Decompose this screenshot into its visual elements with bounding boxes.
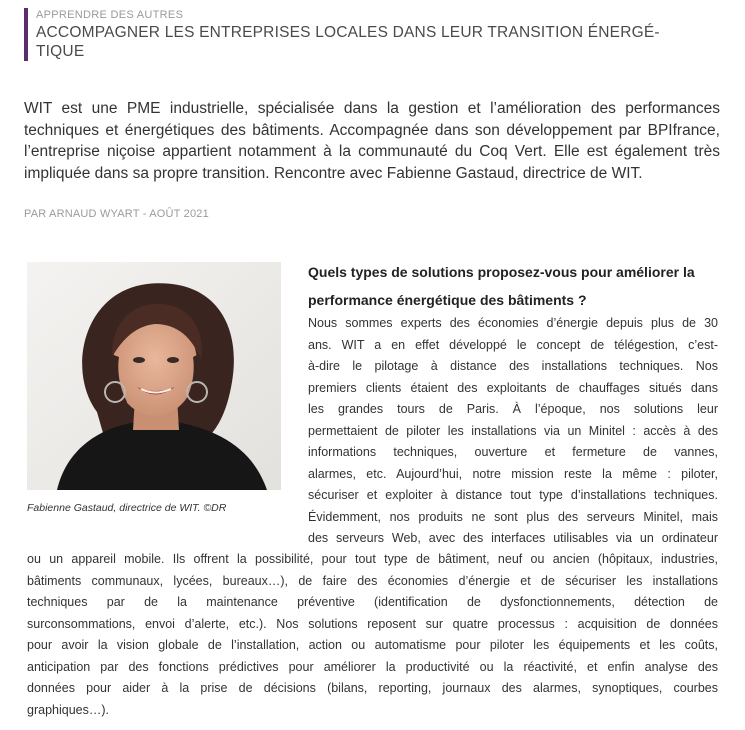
article-title-line: TIQUE: [36, 43, 85, 60]
answer-line: sécuriser et exploiter à distance tout type d’installations techniques.: [308, 488, 718, 502]
answer-line: techniques par de la maintenance préventive (identification de dysfonctionnements, détection de: [27, 595, 718, 609]
answer-line: à-dire le pilotage à distance des installations techniques. Nos: [308, 359, 718, 373]
answer-paragraph-full: [27, 549, 718, 721]
interview-question: Quels types de solutions proposez-vous pour améliorer la performance énergétique des bâtiments ?: [308, 264, 695, 308]
section-kicker[interactable]: APPRENDRE DES AUTRES: [36, 9, 184, 21]
answer-line: ans. WIT a en effet développé le concept de télégestion, c’est-: [308, 337, 718, 352]
article-header: [24, 8, 726, 61]
answer-line: alarmes, etc. Aujourd’hui, notre mission reste la même : piloter,: [308, 466, 718, 481]
answer-line: des serveurs Web, avec des interfaces utilisables via un ordinateur: [308, 531, 718, 545]
article-title: [36, 23, 726, 61]
answer-paragraph-top: [308, 313, 718, 550]
answer-line: anticipation par des fonctions prédictives pour améliorer la productivité ou la réactivité, et enfin analyse des: [27, 659, 718, 674]
answer-line: surconsommations, envoi d’alerte, etc.). Nos solutions reposent sur quatre processus : acquisition de données: [27, 616, 718, 631]
byline: PAR ARNAUD WYART - AOÛT 2021: [24, 208, 209, 220]
answer-line: graphiques…).: [27, 702, 109, 717]
article-intro: WIT est une PME industrielle, spécialisée dans la gestion et l’amélioration des performances techniques et énergétiques des bâtiments. Accompagnée dans son développement par BPIfrance, l’entreprise niçoise appartient notamment à la communauté du Coq Vert. Elle est également très impliquée dans sa propre transition. Rencontre avec Fabienne Gastaud, directrice de WIT.: [24, 100, 720, 182]
answer-line: informations techniques, ouverture et fermeture de vannes,: [308, 445, 718, 459]
answer-line: Évidemment, nos produits ne sont plus des serveurs Minitel, mais: [308, 509, 718, 524]
answer-line: ou un appareil mobile. Ils offrent la possibilité, pour tout type de bâtiment, neuf ou ancien (hôpitaux, industries,: [27, 552, 718, 566]
portrait-photo: [27, 262, 281, 490]
article-title-line: ACCOMPAGNER LES ENTREPRISES LOCALES DANS LEUR TRANSITION ÉNERGÉ-: [36, 24, 660, 41]
answer-line: permettaient de piloter les installations via un Minitel : accès à des: [308, 423, 718, 438]
answer-line: bâtiments communaux, lycées, bureaux…), de faire des économies d’énergie et de sécuriser les installations: [27, 573, 718, 588]
portrait-illustration: [27, 262, 281, 490]
answer-line: Nous sommes experts des économies d’énergie depuis plus de 30: [308, 316, 718, 330]
answer-line: les grandes tours de Paris. À l’époque, nos solutions leur: [308, 402, 718, 416]
answer-line: premiers clients étaient des exploitants de chauffages situés dans: [308, 380, 718, 395]
photo-caption: Fabienne Gastaud, directrice de WIT. ©DR: [27, 502, 227, 514]
answer-line: pour avoir la vision globale de l’installation, action ou automatisme pour piloter les équipements et les coûts,: [27, 638, 718, 652]
answer-line: données pour aider à la prise de décisions (bilans, reporting, journaux des alarmes, synoptiques, courbes: [27, 681, 718, 695]
